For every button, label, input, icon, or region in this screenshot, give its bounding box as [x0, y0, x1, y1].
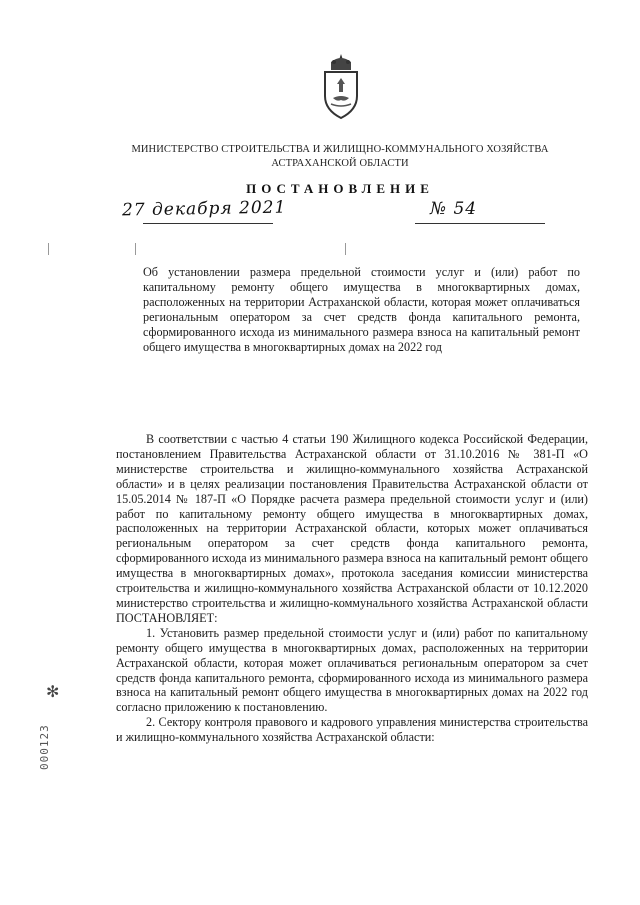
coat-of-arms-icon — [317, 52, 365, 122]
body-paragraph-preamble: В соответствии с частью 4 статьи 190 Жилищного кодекса Российской Федерации, постановлением Правительства Астраханской области от 31.10.2016 № 381-П «О министерстве строительства и жилищно-коммунального хозяйства Астраханской области» и в целях реализации постановления Правительства Астраханской области от 15.05.2014 № 187-П «О Порядке расчета размера предельной стоимости услуг и (или) работ по капитальному ремонту общего имущества в многоквартирных домах, расположенных на территории Астраханской области, которых может оплачиваться региональным оператором за счет средств фонда капитального ремонта, сформированного исхода из минимального размера взноса на капитальный ремонт общего имущества в многоквартирных домах», протокола заседания комиссии министерства строительства и жилищно-коммунального хозяйства Астраханской области от 10.12.2020 министерство строительства и жилищно-коммунального хозяйства Астраханской области ПОСТАНОВЛЯЕТ: — [116, 432, 588, 625]
document-title: Об установлении размера предельной стоимости услуг и (или) работ по капитальному ремонту общего имущества в многоквартирных домах, расположенных на территории Астраханской области, которая может оплачиваться региональным оператором за счет средств фонда капитального ремонта, сформированного исхода из минимального размера взноса на капитальный ремонт общего имущества в многоквартирных домах на 2022 год — [143, 265, 580, 354]
document-body — [116, 432, 588, 745]
body-paragraph-item-1: 1. Установить размер предельной стоимости услуг и (или) работ по капитальному ремонту общего имущества в многоквартирных домах, расположенных на территории Астраханской области, которая может оплачиваться региональным оператором за счет средств фонда капитального ремонта, сформированного исхода из минимального размера взноса на капитальный ремонт общего имущества в многоквартирных домах на 2022 год согласно приложению к постановлению. — [116, 625, 588, 715]
document-type-heading: ПОСТАНОВЛЕНИЕ — [246, 181, 434, 196]
corner-mark — [48, 243, 49, 255]
ministry-name-line2: АСТРАХАНСКОЙ ОБЛАСТИ — [271, 158, 409, 169]
handwritten-number: № 54 — [430, 199, 478, 219]
corner-mark — [135, 243, 136, 255]
body-paragraph-item-2: 2. Сектору контроля правового и кадрового управления министерства строительства и жилищно-коммунального хозяйства Астраханской области: — [116, 715, 588, 745]
ministry-name-line1: МИНИСТЕРСТВО СТРОИТЕЛЬСТВА И ЖИЛИЩНО-КОММУНАЛЬНОГО ХОЗЯЙСТВА — [131, 144, 549, 155]
corner-mark — [345, 243, 346, 255]
margin-star-mark: ✻ — [46, 684, 60, 701]
number-underline — [415, 223, 545, 224]
margin-stamp-number: 000123 — [38, 724, 51, 770]
date-underline — [143, 223, 273, 224]
handwritten-date: 27 декабря 2021 — [121, 197, 287, 221]
